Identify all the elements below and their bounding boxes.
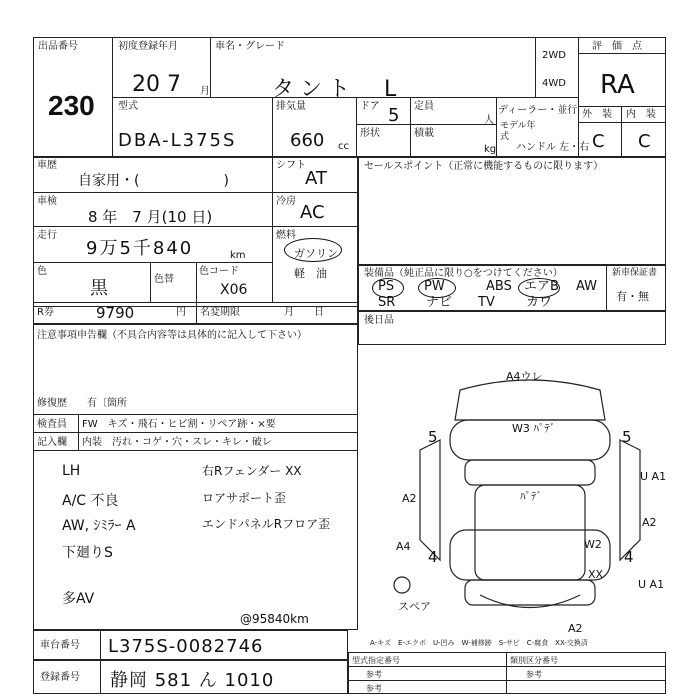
selling-points-label: セールスポイント（正常に機能するものに限ります） (364, 161, 604, 172)
dealer-label: ディーラー・並行 (498, 105, 578, 116)
diagram-mark: 4 (428, 548, 438, 566)
cc-unit: cc (338, 141, 349, 152)
diagram-mark: W3 ﾊﾟﾃﾞ (512, 422, 556, 435)
ref-3: 参考 (366, 684, 382, 693)
shift-value: AT (305, 168, 327, 189)
int-label: 内 装 (626, 109, 656, 120)
note-line: A/C 不良 (62, 493, 119, 509)
note-line: AW, ｼﾐﾗｰ A (62, 518, 136, 534)
grade-value: RA (600, 70, 635, 100)
model-year-label: モデル年式 (500, 121, 536, 142)
handle-label: ハンドル 左・右 (516, 142, 590, 153)
lot-number: 230 (48, 90, 95, 121)
warranty-label: 新車保証書 (612, 268, 658, 278)
model-value: タント L (272, 77, 403, 102)
equipment-label: 装備品（純正品に限り○をつけてください） (364, 268, 563, 279)
fuel-options: ガソリン 軽 油 (294, 247, 338, 280)
mileage-value: 9万5千840 (86, 238, 194, 259)
equipment-circle (518, 278, 560, 298)
shaken-label: 車検 (37, 196, 57, 207)
diagram-mark: A2 (568, 622, 583, 635)
inspector-tags: FW キズ・飛石・ヒビ割・リペア跡・×要 (82, 419, 276, 430)
plate-value: 静岡 581 ん 1010 (110, 670, 275, 691)
equipment-item: カワ (526, 295, 553, 310)
remarks-frame (358, 311, 666, 345)
equipment-circle (372, 278, 404, 298)
registration-label: 名変期限 (200, 307, 240, 318)
notes-frame (33, 324, 358, 630)
notes-label: 注意事項申告欄（不具合内容等は具体的に記入して下さい） (37, 330, 307, 341)
color-change-label: 色替 (154, 274, 174, 285)
load-label: 積載 (414, 128, 434, 139)
repair-label: 修復歴 有〔箇所 (37, 398, 127, 409)
color-code-label: 色コード (199, 266, 239, 277)
history-value: 自家用・( ) (78, 173, 229, 189)
chassis-label: 車台番号 (40, 640, 80, 651)
cc-label: 排気量 (276, 101, 306, 112)
ref-1: 参考 (366, 670, 382, 679)
recycle-label: R券 (37, 307, 54, 318)
equipment-item: SR (378, 295, 396, 310)
entry-tags: 内装 汚れ・コゲ・穴・スレ・キレ・破レ (82, 437, 272, 448)
odometer-note: @95840km (240, 612, 309, 626)
capacity-unit: 人 (484, 115, 494, 126)
remarks-label: 後日品 (364, 315, 394, 326)
shape-label: 形状 (360, 128, 380, 139)
ext-value: C (592, 131, 605, 152)
wd2-label: 2WD (542, 50, 566, 61)
fuel-circle (284, 238, 342, 262)
month-unit: 月 (200, 86, 210, 97)
color-label: 色 (37, 266, 47, 277)
note-line: 右Rフェンダー XX (202, 464, 302, 478)
door-value: 5 (388, 105, 400, 126)
equipment-item: AW (576, 279, 598, 294)
fuel-label: 燃料 (276, 230, 296, 241)
grade-label: 評 価 点 (592, 41, 642, 52)
legend: A-キズ E-エクボ U-凹み W-補修跡 S-サビ C-腐食 XX-交換済 (370, 639, 588, 647)
note-line: ロアサポート歪 (202, 491, 287, 505)
selling-points-frame (358, 157, 666, 265)
ref-2: 参考 (526, 670, 542, 679)
cc-value: 660 (290, 130, 325, 151)
diagram-mark: A2 (402, 492, 417, 505)
color-value: 黒 (90, 278, 108, 299)
note-line: エンドパネルRフロア歪 (202, 517, 331, 531)
equipment-circle (418, 278, 456, 298)
diagram-mark: スペア (398, 600, 431, 613)
equipment-item: PW (424, 279, 445, 294)
equipment-item: TV (478, 295, 495, 310)
first-reg-label: 初度登録年月 (118, 41, 178, 52)
equipment-item: エアB (524, 279, 559, 294)
diagram-mark: 5 (622, 428, 632, 446)
mileage-label: 走行 (37, 230, 57, 241)
type-label: 型式 (118, 101, 138, 112)
shaken-value: 8 年 7 月(10 日) (88, 208, 213, 226)
note-line: LH (62, 463, 81, 479)
door-label: ドア (360, 101, 380, 112)
load-unit: kg (484, 144, 497, 155)
warranty-value: 有・無 (616, 290, 649, 303)
shift-label: シフト (276, 160, 306, 171)
type-value: DBA-L375S (118, 130, 237, 151)
color-code-value: X06 (220, 282, 248, 298)
chassis-value: L375S-0082746 (108, 636, 264, 657)
diagram-mark: ﾊﾟﾃﾞ (520, 490, 542, 503)
recycle-value: 9790 (96, 304, 135, 322)
diagram-mark: U A1 (638, 578, 665, 591)
model-label: 車名・グレード (215, 41, 285, 52)
ext-label: 外 装 (582, 109, 612, 120)
recycle-unit: 円 (176, 307, 186, 318)
wd4-label: 4WD (542, 78, 566, 89)
registration-value: 月 日 (284, 307, 324, 318)
mileage-unit: km (230, 250, 246, 261)
diagram-mark: 5 (428, 428, 438, 446)
capacity-label: 定員 (414, 101, 434, 112)
int-value: C (638, 131, 651, 152)
equipment-item: ナビ (426, 295, 453, 310)
aircon-value: AC (300, 202, 325, 223)
equipment-item: ABS (486, 279, 512, 294)
lot-label: 出品番号 (38, 41, 78, 52)
diagram-mark: W2 (584, 538, 602, 551)
diagram-mark: XX (588, 568, 604, 581)
category-label: 類別区分番号 (510, 656, 558, 665)
entry-label: 記入欄 (37, 437, 67, 448)
diagram-mark: A2 (642, 516, 657, 529)
plate-label: 登録番号 (40, 672, 80, 683)
diagram-mark: U A1 (640, 470, 667, 483)
history-label: 車歴 (37, 160, 57, 171)
inspector-label: 検査員 (37, 419, 67, 430)
equipment-item: PS (378, 279, 395, 294)
model-no-label: 型式指定番号 (352, 656, 400, 665)
note-line: 多AV (62, 591, 95, 607)
first-reg-value: 20 7 (132, 72, 181, 97)
diagram-mark: 4 (624, 548, 634, 566)
diagram-mark: A4ウレ (506, 370, 543, 383)
note-line: 下廻りS (62, 545, 113, 561)
diagram-mark: A4 (396, 540, 411, 553)
aircon-label: 冷房 (276, 196, 296, 207)
